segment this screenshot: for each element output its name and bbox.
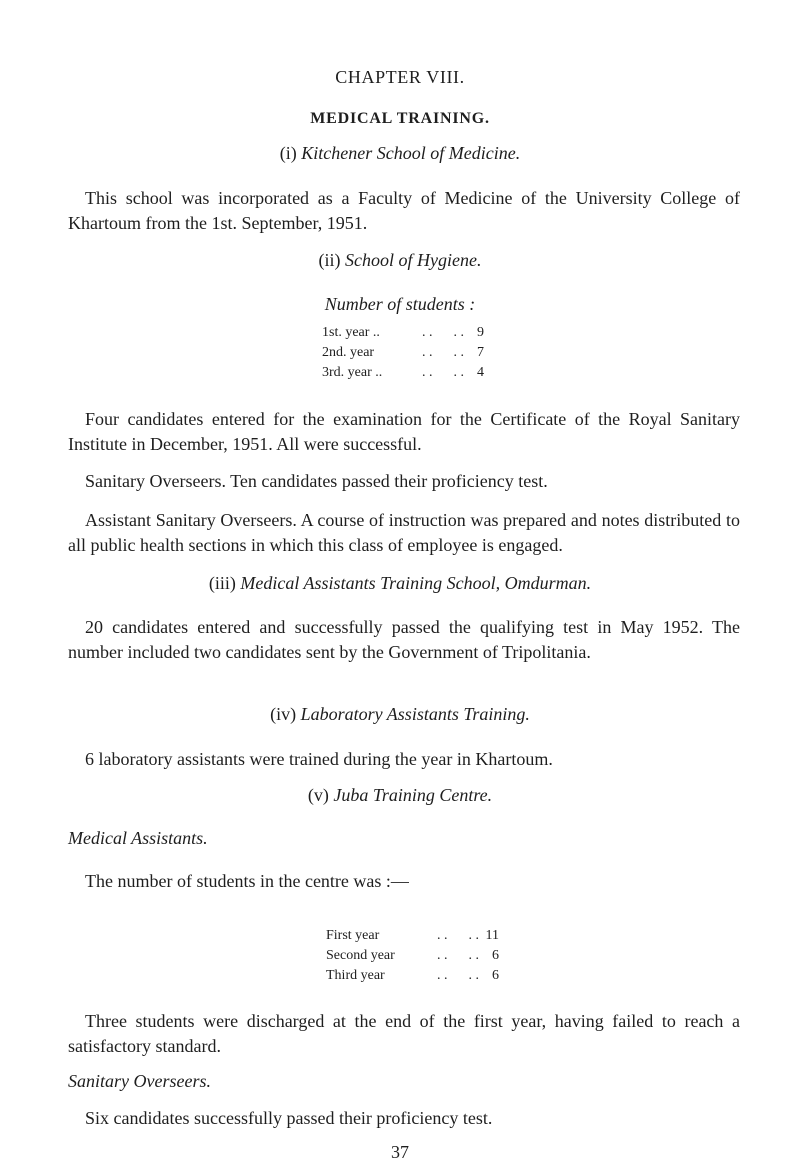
- table-cell-value: 11: [485, 928, 499, 943]
- students-table-hygiene: [322, 323, 484, 383]
- table-row: [322, 323, 484, 343]
- section-number: (ii): [318, 250, 341, 270]
- paragraph: Six candidates successfully passed their proficiency test.: [85, 1108, 493, 1128]
- table-cell-label: First year: [326, 928, 380, 943]
- paragraph: 20 candidates entered and successfully passed the qualifying test in May 1952. The number included two candidates sent by the Government of Tripolitania.: [68, 617, 740, 662]
- table-cell-label: 3rd. year ..: [322, 365, 383, 380]
- subheading: Medical Assistants.: [68, 828, 208, 848]
- table-cell-label: Third year: [326, 968, 385, 983]
- table-cell-value: 4: [477, 365, 484, 380]
- table-cell-value: 6: [492, 968, 499, 983]
- table-cell-value: 7: [477, 345, 484, 360]
- table-cell-dots: . . . .: [422, 325, 464, 340]
- table-cell-dots: . . . .: [437, 948, 479, 963]
- table-cell-dots: . . . .: [437, 928, 479, 943]
- table-row: [322, 363, 484, 383]
- paragraph: Three students were discharged at the end of the first year, having failed to reach a satisfactory standard.: [68, 1011, 740, 1056]
- students-table-juba: [326, 926, 499, 986]
- paragraph: Sanitary Overseers. Ten candidates passed their proficiency test.: [85, 471, 548, 491]
- table-cell-dots: . . . .: [437, 968, 479, 983]
- subheading: Number of students :: [324, 294, 476, 314]
- table-cell-dots: . . . .: [422, 365, 464, 380]
- table-cell-dots: . . . .: [422, 345, 464, 360]
- page-number: 37: [391, 1142, 409, 1162]
- section-number: (v): [307, 785, 329, 805]
- table-cell-value: 9: [477, 325, 484, 340]
- table-row: [322, 343, 484, 363]
- paragraph: 6 laboratory assistants were trained during the year in Khartoum.: [85, 749, 553, 769]
- paragraph: This school was incorporated as a Faculty of Medicine of the University College of Khartoum from the 1st. September, 1951.: [68, 188, 740, 233]
- section-number: (iii): [208, 573, 236, 593]
- section-heading-4: [0, 704, 800, 725]
- section-title: Medical Assistants Training School, Omdurman.: [240, 573, 592, 593]
- section-heading-5: [0, 785, 800, 806]
- table-row: [326, 926, 499, 946]
- section-heading-3: [0, 573, 800, 594]
- paragraph: The number of students in the centre was :—: [85, 871, 409, 891]
- section-number: (i): [279, 143, 297, 163]
- table-cell-label: 2nd. year: [322, 345, 375, 360]
- table-row: [326, 946, 499, 966]
- section-heading-2: [0, 250, 800, 271]
- paragraph: Four candidates entered for the examination for the Certificate of the Royal Sanitary Institute in December, 1951. All were successful.: [68, 409, 740, 454]
- paragraph: Assistant Sanitary Overseers. A course of instruction was prepared and notes distributed to all public health sections in which this class of employee is engaged.: [68, 510, 740, 555]
- table-cell-label: 1st. year ..: [322, 325, 380, 340]
- chapter-heading: CHAPTER VIII.: [335, 67, 465, 87]
- section-title: Juba Training Centre.: [333, 785, 493, 805]
- section-heading-1: [0, 143, 800, 164]
- table-cell-label: Second year: [326, 948, 395, 963]
- section-title: Laboratory Assistants Training.: [300, 704, 530, 724]
- table-row: [326, 966, 499, 986]
- table-cell-value: 6: [492, 948, 499, 963]
- section-number: (iv): [270, 704, 297, 724]
- page-title: MEDICAL TRAINING.: [310, 110, 490, 127]
- subheading: Sanitary Overseers.: [68, 1071, 211, 1091]
- section-title: School of Hygiene.: [345, 250, 482, 270]
- section-title: Kitchener School of Medicine.: [301, 143, 521, 163]
